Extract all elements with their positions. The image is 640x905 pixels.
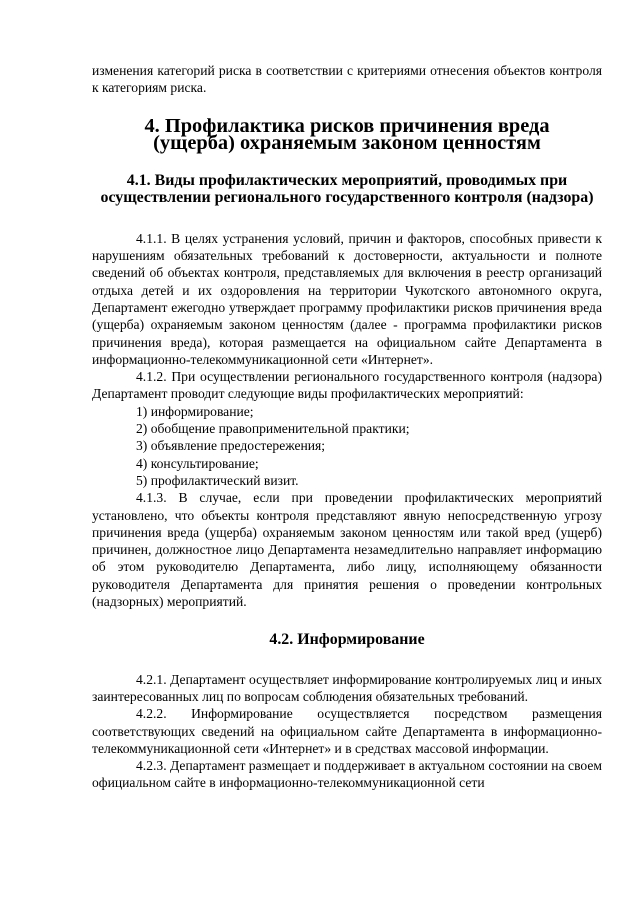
section-4-heading: 4. Профилактика рисков причинения вреда (ущерба) охраняемым законом ценностям — [144, 114, 550, 154]
section-4-1-heading: 4.1. Виды профилактических мероприятий, проводимых при осуществлении регионального государственного контроля (надзора) — [100, 172, 594, 207]
list-item: 4) консультирование; — [136, 455, 259, 471]
list-item: 2) обобщение правоприменительной практики; — [136, 421, 410, 437]
paragraph-4-1-1: 4.1.1. В целях устранения условий, причин и факторов, способных привести к нарушениям обязательных требований к достоверности, актуальности и полноте сведений об объектах контроля, представляемых для включения в реестр организаций отдыха детей и их оздоровления на территории Чукотского автономного округа, Департамент ежегодно утверждает программу профилактики рисков причинения вреда (ущерба) охраняемым законом ценностям (далее - программа профилактики рисков причинения вреда), которая размещается на официальном сайте Департамента в информационно-телекоммуникационной сети «Интернет». — [92, 230, 602, 367]
preventive-measures-list — [92, 403, 602, 489]
list-item: 1) информирование; — [136, 403, 254, 419]
paragraph-4-2-1: 4.2.1. Департамент осуществляет информирование контролируемых лиц и иных заинтересованных лиц по вопросам соблюдения обязательных требований. — [92, 671, 602, 704]
paragraph-4-2-3: 4.2.3. Департамент размещает и поддерживает в актуальном состоянии на своем официальном сайте в информационно-телекоммуникационной сети — [92, 758, 602, 791]
intro-paragraph: изменения категорий риска в соответствии с критериями отнесения объектов контроля к категориям риска. — [92, 63, 602, 96]
list-item: 5) профилактический визит. — [136, 472, 299, 488]
paragraph-4-1-2: 4.1.2. При осуществлении регионального государственного контроля (надзора) Департамент проводит следующие виды профилактических мероприятий: — [92, 369, 602, 402]
list-item: 3) объявление предостережения; — [136, 438, 326, 454]
paragraph-4-2-2: 4.2.2. Информирование осуществляется посредством размещения соответствующих сведений на официальном сайте Департамента в информационно-телекоммуникационной сети «Интернет» и в средствах массовой информации. — [92, 706, 602, 756]
paragraph-4-1-3: 4.1.3. В случае, если при проведении профилактических мероприятий установлено, что объекты контроля представляют явную непосредственную угрозу причинения вреда (ущерба) охраняемым законом ценностям или такой вред (ущерб) причинен, должностное лицо Департамента незамедлительно направляет информацию об этом руководителю Департамента, либо лицу, исполняющему обязанности руководителя Департамента для принятия решения о проведении контрольных (надзорных) мероприятий. — [92, 490, 602, 610]
document-body — [92, 62, 602, 792]
section-4-2-heading: 4.2. Информирование — [269, 631, 425, 649]
